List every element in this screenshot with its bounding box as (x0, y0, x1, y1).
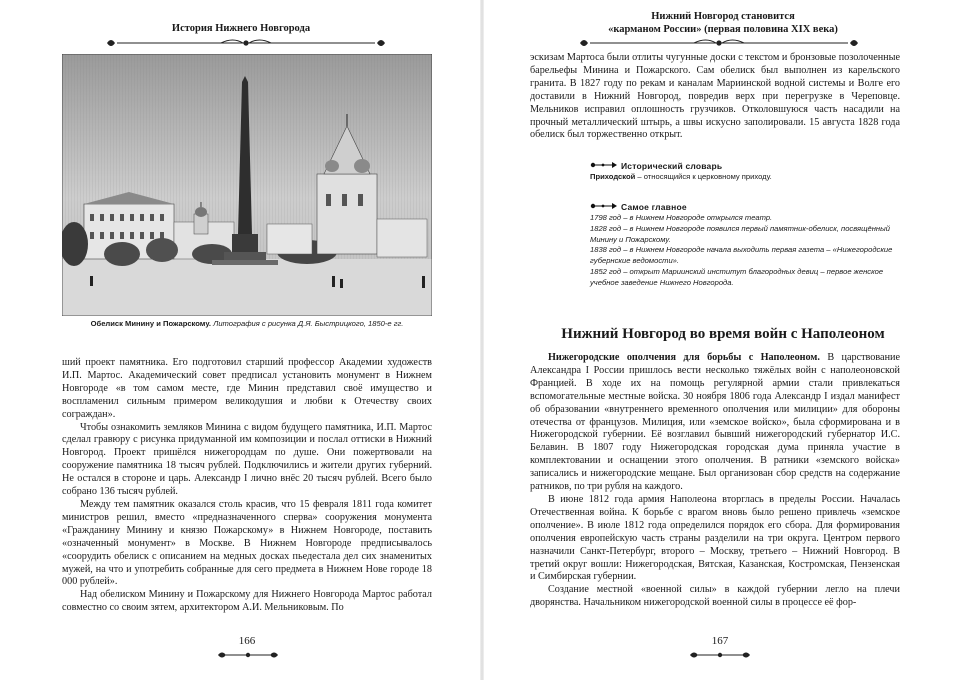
page-number-right: 167 (711, 635, 729, 647)
key-points-box (590, 201, 910, 289)
paragraph: Над обелиском Минину и Пожарскому для Нижнего Новгорода Мартос работал совместно со своим зятем, архитектором А.И. Мельниковым. По (62, 589, 432, 614)
paragraph: Между тем памятник оказался столь красив, что 15 февраля 1811 года комитет министров решил, вместо «предназначенного сперва» сооружения монумента «Гражданину Минину и князю Пожарскому» в Нижнем Новгороде, поставить «означенный монумент» в Москве. В Нижнем Новгороде предписывалось «соорудить обелиск с описанием на медных досках пьедестала дел сих знаменитых мужей, на что и употребить собранные для сего предмета в Нижнем Нове городе 18 000 рублей». (62, 498, 432, 588)
paragraph: Нижегородские ополчения для борьбы с Наполеоном. В царствование Александра I России пришлось вести несколько тяжёлых войн с наполеоновской Францией. В ходе их на помощь регулярной армии стали привлекаться вспомогательные местные войска. 30 ноября 1806 года Александр I издал манифест об образовании «внутреннего временного ополчения или милиции» для обороны отечества от французов. Милиция, или «земское войско», была сформирована и в Нижегородской губернии. Её возглавил бывший нижегородский губернатор И.С. Белавин. В 1807 году Нижегородская городская дума приняла участие в комплектовании и оснащении этого ополчения. В ратники «земского войска» записались и нижегородские мещане. Был организован сбор средств на содержание ратников, по три рубля на каждого. (530, 352, 901, 493)
historical-dictionary-box (590, 160, 910, 183)
right-intro-text (530, 52, 900, 142)
running-head-right (482, 10, 964, 36)
key-point-item: 1798 год – в Нижнем Новгороде открылся театр. (590, 213, 773, 222)
key-point-item: 1838 год – в Нижнем Новгороде начала выходить первая газета – «Нижегородские губернские ведомости». (590, 245, 893, 266)
right-body-text (530, 352, 900, 610)
bullet-arrow-icon (590, 201, 618, 213)
ornament-divider-icon (574, 36, 864, 50)
ornament-divider-icon (101, 36, 391, 50)
page-number-left: 166 (238, 635, 256, 647)
paragraph: В июне 1812 года армия Наполеона вторглась в пределы России. Началась Отечественная война. К борьбе с врагом вновь было решено привлечь «земское ополчение». В июле 1812 года определился порядок его сбора. Для формирования ополчения европейскую часть страны разделили на три округа. Центром первого назначили Санкт-Петербург, второго – Москву, третьего – Нижний Новгород. В третий округ вошли: Нижегородская, Вятская, Казанская, Костромская, Пензенская и Симбирская губернии. (530, 493, 900, 583)
paragraph: эскизам Мартоса были отлиты чугунные доски с текстом и бронзовые позолоченные барельефы Минина и Пожарского. Сам обелиск был выполнен из карельского гранита. В 1827 году по рекам и каналам Мариинской водной системы и Волге его доставили в Нижний Новгород, повредив верх при перегрузке в Череповце. Мельников исправил оплошность грузчиков. Отколовшуюся часть насадили на прочный металлический штырь, а швы искусно заполировали. 15 августа 1828 года обелиск был торжественно открыт. (530, 52, 900, 141)
paragraph: Создание местной «военной силы» в каждой губернии легло на плечи дворянства. Начальником нижегородской военной силы в процессе её фор- (530, 584, 900, 609)
caption-source: Литография с рисунка Д.Я. Быстрицкого, 1850-е гг. (213, 319, 404, 328)
bullet-arrow-icon (590, 160, 618, 172)
key-points-heading: Самое главное (590, 201, 910, 213)
dictionary-entry: Приходской – относящийся к церковному приходу. (590, 172, 772, 181)
running-head-left: История Нижнего Новгорода (171, 23, 311, 34)
image-caption (62, 319, 432, 329)
running-head-line1: Нижний Новгород становится (651, 11, 795, 22)
page-number-ornament-icon (686, 648, 754, 662)
left-body-text (62, 357, 432, 615)
key-point-item: 1852 год – открыт Мариинский институт благородных девиц – первое женское учебное заведение Нижнего Новгорода. (590, 266, 884, 287)
page-number-ornament-icon (214, 648, 282, 662)
paragraph: ший проект памятника. Его подготовил старший профессор Академии художеств И.П. Мартос. Академический совет предписал установить монумент в Нижнем Новгороде «в том самом месте, где Минин представил своё имущество и воспламенил сильным примером великодушия и любви к Отечеству своих сограждан». (62, 357, 432, 420)
obelisk-lithograph-image (62, 54, 432, 316)
section-title: Нижний Новгород во время войн с Наполеоном (561, 326, 885, 342)
paragraph: Чтобы ознакомить земляков Минина с видом будущего памятника, И.П. Мартос сделал гравюру с рисунка придуманной им композиции и послал оттиски в Нижний Новгород. Проект пришёлся нижегородцам по душе. Они пожертвовали на сооружение памятника 18 тысяч рублей. Подключились и жители других губерний. Не остался в стороне и царь. Александр I лично внёс 20 тысяч рублей. Всего было собрано 136 тысяч рублей. (62, 421, 432, 498)
dictionary-heading: Исторический словарь (590, 160, 910, 172)
key-point-item: 1828 год – в Нижнем Новгороде появился первый памятник-обелиск, посвящённый Минину и Пожарскому. (590, 223, 890, 244)
running-head-line2: «карманом России» (первая половина XIX века) (608, 24, 838, 35)
caption-title: Обелиск Минину и Пожарскому. (90, 319, 211, 328)
